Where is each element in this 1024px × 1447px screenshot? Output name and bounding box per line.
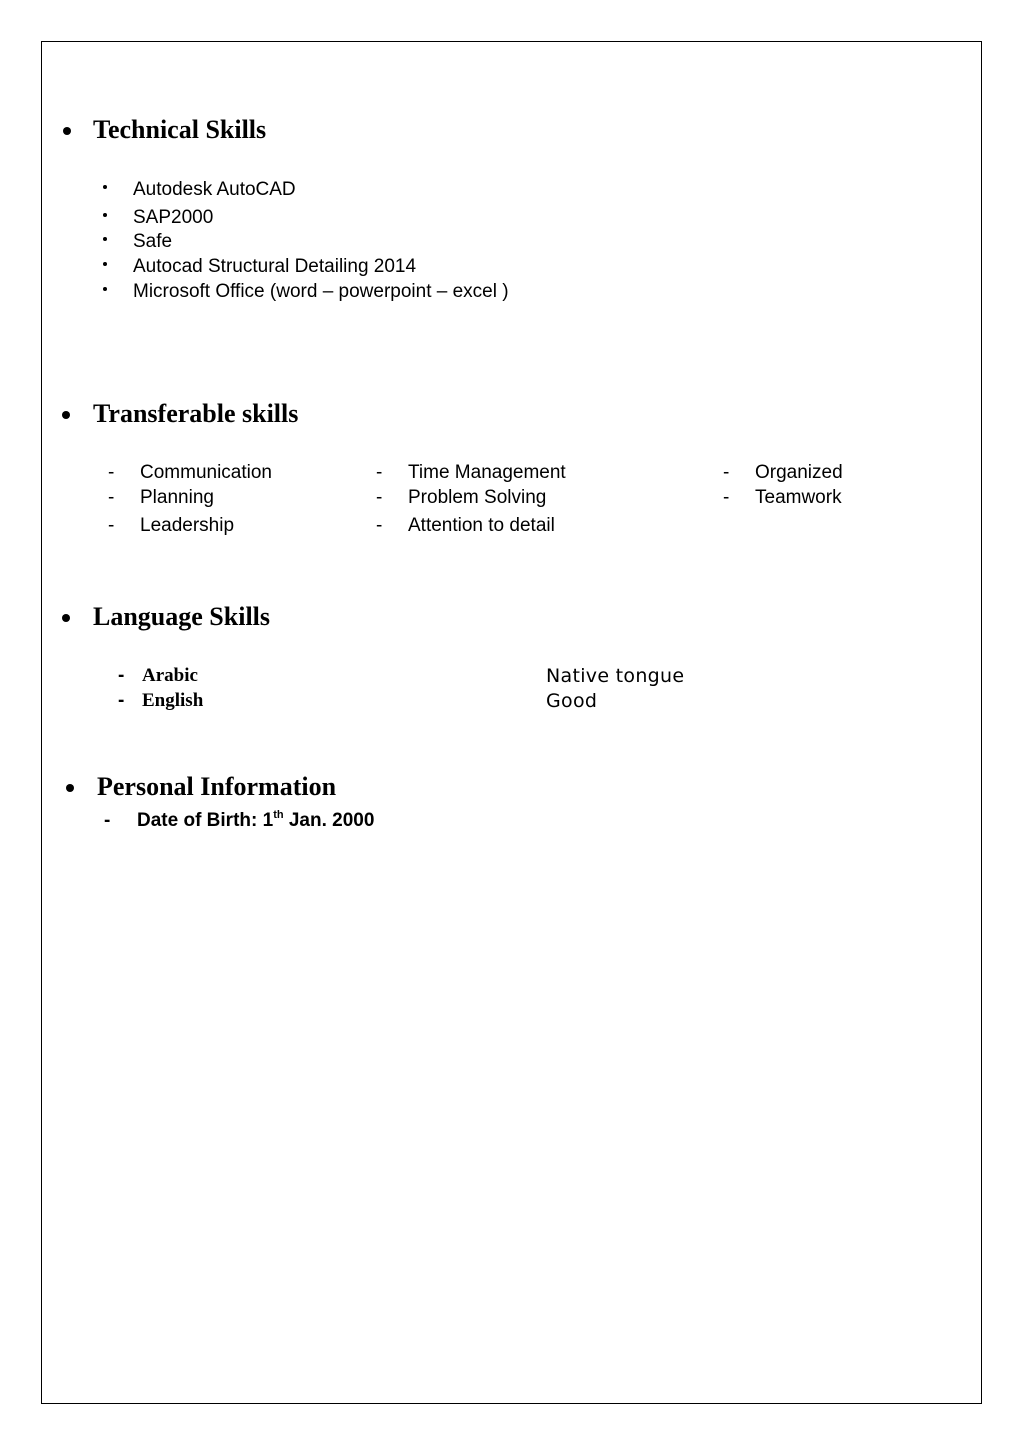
list-dash: - (108, 515, 115, 536)
page-border (41, 41, 982, 1404)
language-skills-heading: Language Skills (93, 602, 271, 631)
transferable-skill-item: Communication (140, 462, 272, 483)
transferable-skills-heading: Transferable skills (93, 399, 299, 428)
list-dash: - (723, 462, 730, 483)
technical-skill-item: Autocad Structural Detailing 2014 (133, 256, 417, 277)
language-name: Arabic (142, 665, 198, 686)
transferable-skill-item: Leadership (140, 515, 235, 536)
technical-skill-item: SAP2000 (133, 207, 214, 228)
list-bullet (103, 185, 107, 189)
language-level: Native tongue (546, 665, 685, 687)
technical-skill-item: Autodesk AutoCAD (133, 179, 296, 200)
section-bullet (63, 127, 71, 135)
list-dash: - (118, 690, 125, 711)
list-bullet (103, 287, 107, 291)
technical-skills-heading: Technical Skills (93, 115, 267, 144)
language-level: Good (546, 690, 598, 712)
language-name: English (142, 690, 204, 711)
list-bullet (103, 213, 107, 217)
transferable-skill-item: Attention to detail (408, 515, 555, 536)
transferable-skill-item: Teamwork (755, 487, 842, 508)
transferable-skill-item: Time Management (408, 462, 566, 483)
section-bullet (62, 411, 70, 419)
technical-skill-item: Safe (133, 231, 173, 252)
date-of-birth-rest: Jan. 2000 (283, 810, 375, 831)
section-bullet (66, 784, 74, 792)
technical-skill-item: Microsoft Office (word – powerpoint – excel ) (133, 281, 509, 302)
list-dash: - (376, 487, 383, 508)
list-dash: - (376, 515, 383, 536)
list-dash: - (376, 462, 383, 483)
list-dash: - (118, 665, 125, 686)
list-dash: - (108, 487, 115, 508)
date-of-birth (137, 810, 374, 832)
list-bullet (103, 262, 107, 266)
list-bullet (103, 237, 107, 241)
list-dash: - (104, 810, 111, 831)
section-bullet (62, 614, 70, 622)
date-of-birth-label: Date of Birth: 1 (137, 810, 274, 831)
transferable-skill-item: Organized (755, 462, 843, 483)
list-dash: - (723, 487, 730, 508)
transferable-skill-item: Problem Solving (408, 487, 547, 508)
transferable-skill-item: Planning (140, 487, 214, 508)
list-dash: - (108, 462, 115, 483)
date-of-birth-ordinal: th (273, 808, 284, 821)
personal-information-heading: Personal Information (97, 772, 337, 801)
